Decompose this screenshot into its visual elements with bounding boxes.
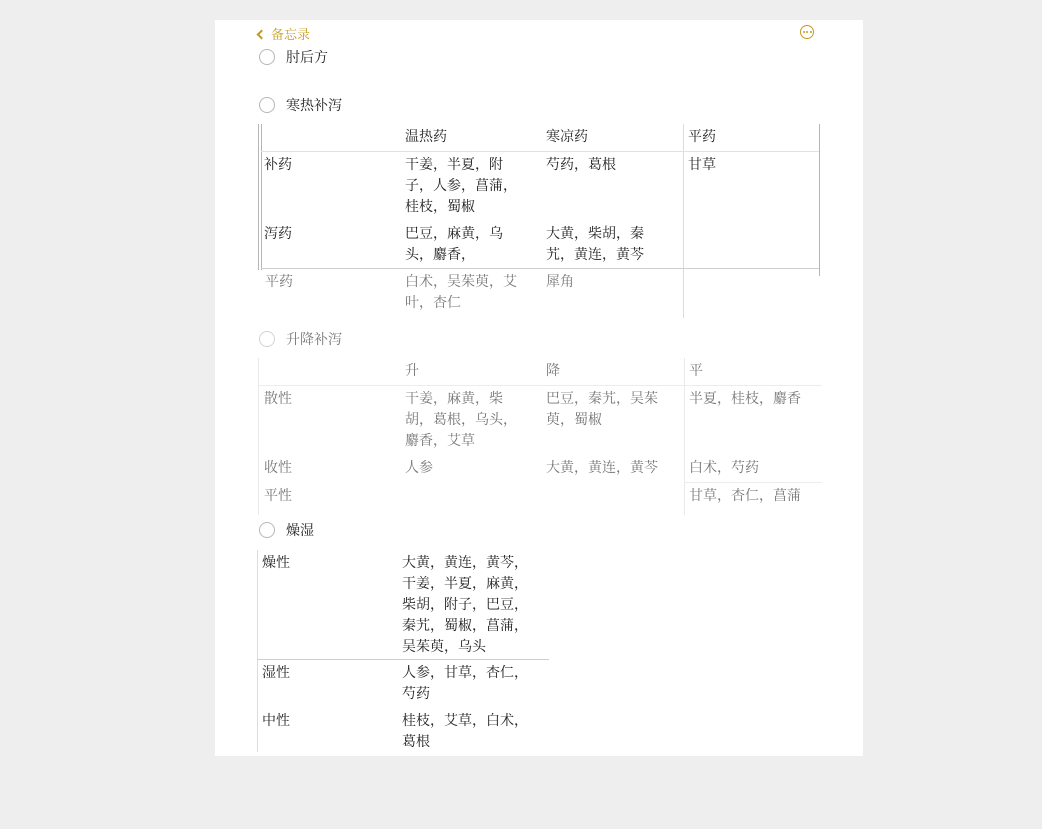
checklist-label: 肘后方	[286, 50, 328, 66]
row-label: 补药	[264, 157, 292, 173]
row-label: 泻药	[264, 226, 292, 242]
back-button[interactable]	[258, 24, 310, 43]
row-label: 收性	[264, 460, 292, 476]
row-label: 平药	[265, 274, 293, 290]
row-label: 燥性	[262, 555, 290, 571]
dot-icon	[806, 31, 808, 33]
table-hot-cold	[258, 124, 822, 318]
checklist-item	[259, 95, 342, 115]
checklist-item	[259, 329, 342, 349]
table-cell: 芍药，葛根	[546, 157, 616, 173]
table-cell: 大黄，黄连，黄芩，干姜，半夏，麻黄，柴胡，附子，巴豆，秦艽，蜀椒，菖蒲，吴茱萸，乌头	[402, 555, 528, 655]
row-label: 中性	[262, 713, 290, 729]
table-cell: 白术，芍药	[689, 460, 759, 476]
checkbox-circle[interactable]	[259, 97, 275, 113]
table-cell	[684, 269, 819, 272]
row-label: 湿性	[262, 665, 290, 681]
table-rise-fall	[258, 358, 822, 515]
dot-icon	[803, 31, 805, 33]
table-cell: 人参	[405, 460, 433, 476]
row-label: 散性	[264, 391, 292, 407]
table-cell: 大黄，黄连，黄芩	[546, 460, 658, 476]
table-cell: 干姜，麻黄，柴胡，葛根，乌头，麝香，艾草	[405, 391, 517, 449]
table-header: 升	[405, 363, 419, 379]
table-dry-wet	[257, 550, 549, 752]
note-sheet	[215, 20, 863, 756]
table-cell: 大黄，柴胡，秦艽，黄连，黄芩	[546, 226, 644, 263]
checkbox-circle[interactable]	[259, 49, 275, 65]
table-cell: 干姜，半夏，附子，人参，菖蒲，桂枝，蜀椒	[405, 157, 517, 215]
table-cell: 甘草	[688, 157, 716, 173]
table-header: 平药	[688, 129, 716, 145]
table-cell: 甘草，杏仁，菖蒲	[689, 488, 801, 504]
table-cell	[684, 221, 819, 224]
table-cell: 巴豆，秦艽，吴茱萸，蜀椒	[546, 391, 658, 428]
table-header: 平	[689, 363, 703, 379]
checklist-item	[259, 520, 314, 540]
more-options-button[interactable]	[800, 25, 814, 39]
table-cell: 白术，吴茱萸，艾叶，杏仁	[405, 274, 517, 311]
table-cell: 半夏，桂枝，麝香	[689, 391, 801, 407]
table-cell	[401, 483, 539, 486]
table-cell	[542, 483, 680, 486]
table-cell: 桂枝，艾草，白术，葛根	[402, 713, 528, 750]
checklist-label: 升降补泻	[286, 332, 342, 348]
table-cell: 人参，甘草，杏仁，芍药	[402, 665, 528, 702]
checkbox-circle[interactable]	[259, 522, 275, 538]
dot-icon	[810, 31, 812, 33]
table-cell: 犀角	[546, 274, 574, 290]
back-label: 备忘录	[271, 28, 311, 43]
checklist-item	[259, 47, 328, 67]
table-header: 降	[546, 363, 560, 379]
checklist-label: 寒热补泻	[286, 98, 342, 114]
table-cell: 巴豆，麻黄，乌头，麝香，	[405, 226, 503, 263]
checklist-label: 燥湿	[286, 523, 314, 539]
checkbox-circle[interactable]	[259, 331, 275, 347]
chevron-left-icon	[257, 29, 267, 39]
row-label: 平性	[264, 488, 292, 504]
table-header: 温热药	[405, 129, 447, 145]
table-header: 寒凉药	[546, 129, 588, 145]
